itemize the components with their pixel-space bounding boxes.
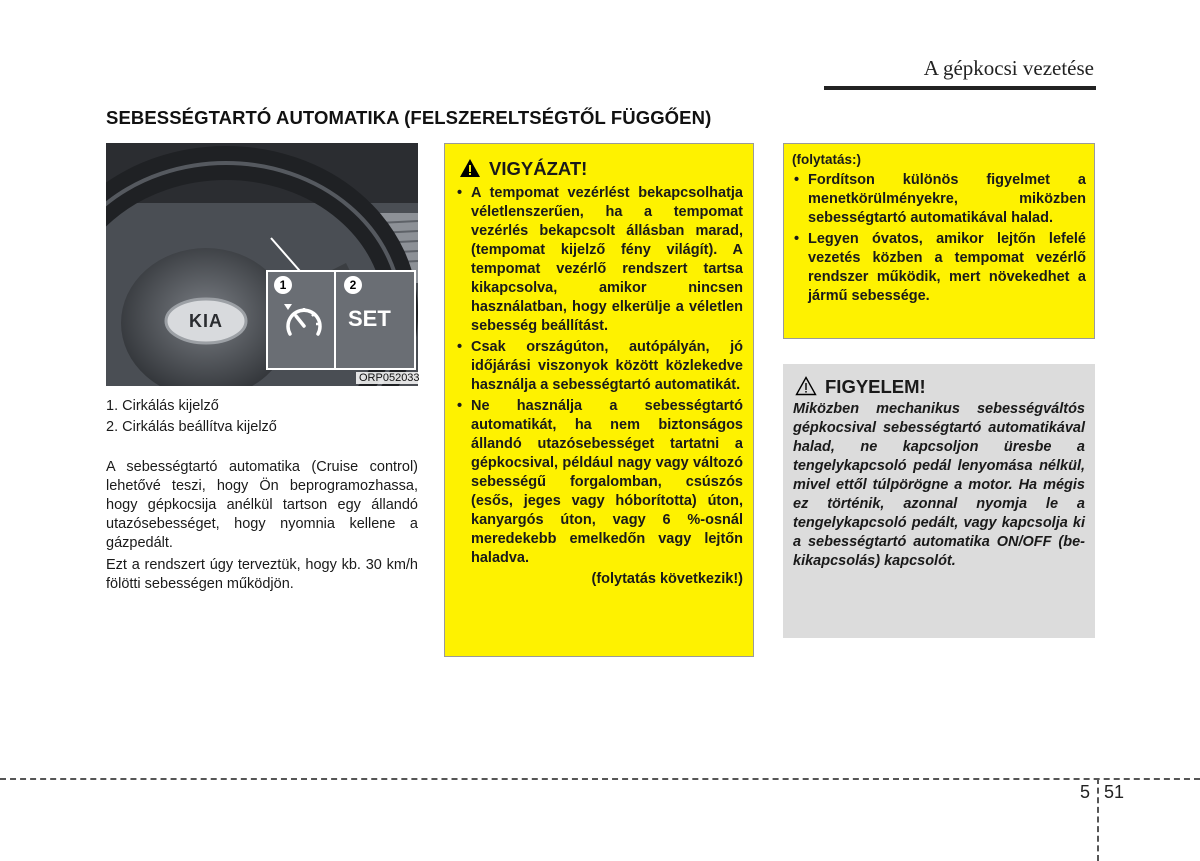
figure-code: ORP052033 [356, 372, 423, 384]
caution-continued-box [783, 143, 1095, 339]
caption-item: 2. Cirkálás beállítva kijelző [106, 419, 277, 435]
body-paragraph: A sebességtartó automatika (Cruise control) lehetővé teszi, hogy Ön beprogramozhassa, hogy gépkocsija anélkül tartson egy állandó utazósebességet, hogy nyomnia kellene a gázpedált. [106, 459, 418, 551]
inset-divider [334, 272, 336, 368]
callout-2-badge [344, 276, 362, 294]
footer-divider [1097, 778, 1099, 861]
caution-box [444, 143, 754, 657]
continued-note: (folytatás következik!) [591, 571, 743, 587]
callout-1-badge [274, 276, 292, 294]
caption-item: 1. Cirkálás kijelző [106, 398, 219, 414]
page-number: 51 [1104, 782, 1125, 802]
callout-2: 2 [349, 278, 357, 292]
cruise-indicator-inset [266, 270, 416, 370]
chapter-number: 5 [1080, 782, 1091, 802]
caution-continued-list [792, 171, 1086, 306]
cruise-indicator-icon [282, 300, 326, 340]
caution-item: • Ne használja a sebességtartó automatikát, ha nem biztonságos állandó utazósebességet tartatni a gépkocsival, például nagy vagy változó sebességű forgalomban, csúszós (esős, jeges vagy hóborította) úton, kanyargós úton, vagy 6 %-osnál meredekebb emelkedőn vagy lejtőn haladva. [455, 397, 743, 568]
caption-list [106, 396, 277, 438]
caution-title-row [459, 158, 743, 178]
caution-list [455, 184, 743, 568]
notice-title-row [795, 376, 1085, 396]
notice-title: FIGYELEM! [825, 375, 926, 397]
set-indicator: SET [348, 306, 391, 331]
header-rule [824, 86, 1096, 90]
kia-logo: KIA [189, 311, 223, 331]
caution-item: • A tempomat vezérlést bekapcsolhatja véletlenszerűen, ha a tempomat vezérlés bekapcsolt állásban marad, (tempomat kijelző fény világít). A tempomat vezérlő rendszert tartsa kikapcsolva, amikor nincsen használatban, hogy elkerülje a véletlen sebesség beállítást. [455, 184, 743, 336]
warning-outline-icon [795, 376, 817, 396]
chapter-title: A gépkocsi vezetése [923, 56, 1094, 80]
footer-rule [0, 778, 1200, 780]
body-text [106, 458, 418, 597]
caution-item: • Csak országúton, autópályán, jó időjárási viszonyok között közlekedve használja a sebességtartó automatikát. [455, 338, 743, 395]
caution-title: VIGYÁZAT! [489, 157, 588, 179]
steering-wheel-figure [106, 143, 418, 386]
notice-text: Miközben mechanikus sebességváltós gépkocsival sebességtartó automatikával halad, ne kapcsoljon üresbe a tengelykapcsoló pedál lenyomása nélkül, mivel ettől túlpörögne a motor. Ha mégis ez történik, azonnal nyomja le a tengelykapcsoló pedált, vagy kapcsolja ki a sebességtartó automatika ON/OFF (be-kikapcsolás) kapcsolót. [793, 401, 1085, 569]
notice-box [783, 364, 1095, 638]
caution-item: • Legyen óvatos, amikor lejtőn lefelé vezetés közben a tempomat vezérlő rendszer működik, mert növekedhet a jármű sebessége. [792, 230, 1086, 306]
continued-heading: (folytatás:) [792, 152, 862, 167]
body-paragraph: Ezt a rendszert úgy terveztük, hogy kb. 30 km/h fölötti sebességen működjön. [106, 557, 418, 592]
callout-1: 1 [279, 278, 287, 292]
warning-triangle-icon [459, 158, 481, 178]
section-heading: SEBESSÉGTARTÓ AUTOMATIKA (FELSZERELTSÉGTŐL FÜGGŐEN) [106, 107, 712, 128]
caution-item: • Fordítson különös figyelmet a menetkörülményekre, miközben sebességtartó automatikával halad. [792, 171, 1086, 228]
